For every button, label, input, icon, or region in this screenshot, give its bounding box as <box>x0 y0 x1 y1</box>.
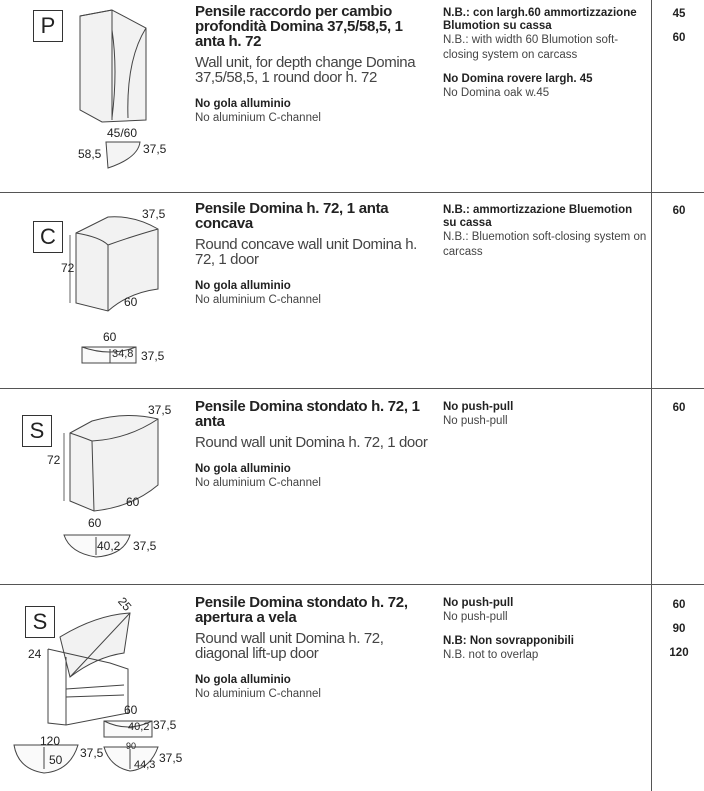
product-row-2 <box>0 193 704 388</box>
note-it: No Domina rovere largh. 45 <box>443 73 593 85</box>
gola-note-en: No aluminium C-channel <box>195 294 321 306</box>
width-option: 60 <box>672 32 686 44</box>
available-widths <box>654 199 704 223</box>
note-en: N.B.: with width 60 Blumotion soft-closing system on carcass <box>443 34 619 61</box>
width-option: 120 <box>669 647 689 659</box>
note-it: N.B: Non sovrapponibili <box>443 635 574 647</box>
gola-note: No gola alluminio <box>195 463 291 475</box>
product-title: Pensile raccordo per cambio profondità Domina 37,5/58,5, 1 anta h. 72 <box>195 3 403 50</box>
unit-drawing <box>0 389 190 584</box>
gola-note: No gola alluminio <box>195 674 291 686</box>
dim-width: 45/60 <box>107 126 138 140</box>
dim-width: 60 <box>124 295 138 309</box>
available-widths <box>654 593 704 665</box>
product-row-1 <box>0 0 704 192</box>
dim-depth-60: 37,5 <box>153 718 177 732</box>
note-en: No push-pull <box>443 611 508 623</box>
dim-width-90: 90 <box>126 741 137 751</box>
available-widths <box>654 396 704 420</box>
dim-depth-right: 37,5 <box>143 142 167 156</box>
dim-depth-left: 58,5 <box>78 147 102 161</box>
product-title-en: Wall unit, for depth change Domina 37,5/58,5, 1 round door h. 72 <box>195 54 416 86</box>
dim-plan-depth: 37,5 <box>141 349 165 363</box>
product-description <box>195 399 435 490</box>
note-it: N.B.: ammortizzazione Bluemotion su cassa <box>443 204 633 229</box>
width-option: 60 <box>672 599 686 611</box>
note-it: No push-pull <box>443 401 514 413</box>
dim-depth-120: 37,5 <box>80 746 104 760</box>
product-figure <box>0 0 190 192</box>
dim-width-60: 60 <box>124 703 138 717</box>
width-option: 90 <box>672 623 686 635</box>
dim-height: 72 <box>61 261 75 275</box>
width-option: 60 <box>672 402 686 414</box>
product-title: Pensile Domina stondato h. 72, apertura a vela <box>195 594 408 626</box>
gola-note-en: No aluminium C-channel <box>195 477 321 489</box>
dim-plan-depth: 37,5 <box>133 539 157 553</box>
product-code-badge: C <box>33 221 63 253</box>
product-row-3 <box>0 389 704 584</box>
dim-inner-120: 50 <box>49 753 63 767</box>
product-figure <box>0 585 190 791</box>
dim-angle: 25 <box>115 594 135 614</box>
dim-plan-width: 60 <box>88 516 102 530</box>
product-title: Pensile Domina stondato h. 72, 1 anta <box>195 398 420 430</box>
note-it: N.B.: con largh.60 ammortizzazione Blumotion su cassa <box>443 7 637 32</box>
dim-depth-90: 37,5 <box>159 751 183 765</box>
note-en: No push-pull <box>443 415 508 427</box>
product-code-badge: S <box>25 606 55 638</box>
unit-drawing <box>0 0 190 192</box>
available-widths <box>654 2 704 50</box>
width-option: 60 <box>672 205 686 217</box>
note-en: N.B. not to overlap <box>443 649 539 661</box>
product-title: Pensile Domina h. 72, 1 anta concava <box>195 200 389 232</box>
dim-width-120: 120 <box>40 734 61 748</box>
dim-plan-inner: 40,2 <box>97 539 121 553</box>
product-figure <box>0 193 190 388</box>
dim-plan-width: 60 <box>103 330 117 344</box>
product-description <box>195 4 435 125</box>
product-code-badge: S <box>22 415 52 447</box>
dim-depth: 37,5 <box>148 403 172 417</box>
product-notes <box>443 7 648 101</box>
product-notes <box>443 401 648 429</box>
dim-plan-inner: 34,8 <box>112 348 134 360</box>
product-notes <box>443 597 648 663</box>
width-option: 45 <box>672 8 686 20</box>
product-notes <box>443 204 648 260</box>
product-description <box>195 595 435 701</box>
gola-note-en: No aluminium C-channel <box>195 688 321 700</box>
product-figure <box>0 389 190 584</box>
dim-width: 60 <box>126 495 140 509</box>
note-en: No Domina oak w.45 <box>443 87 550 99</box>
product-title-en: Round wall unit Domina h. 72, 1 door <box>195 434 428 451</box>
dim-height: 24 <box>28 647 42 661</box>
product-code-badge: P <box>33 10 63 42</box>
dim-height: 72 <box>47 453 61 467</box>
note-it: No push-pull <box>443 597 514 609</box>
gola-note: No gola alluminio <box>195 280 291 292</box>
dim-inner-60: 40,2 <box>128 721 150 733</box>
note-en: N.B.: Bluemotion soft-closing system on carcass <box>443 231 647 258</box>
dim-inner-90: 44,3 <box>134 759 156 771</box>
dim-depth: 37,5 <box>142 207 166 221</box>
product-row-4 <box>0 585 704 791</box>
product-description <box>195 201 435 307</box>
product-title-en: Round wall unit Domina h. 72, diagonal lift-up door <box>195 630 384 662</box>
gola-note-en: No aluminium C-channel <box>195 112 321 124</box>
gola-note: No gola alluminio <box>195 98 291 110</box>
product-title-en: Round concave wall unit Domina h. 72, 1 door <box>195 236 417 268</box>
